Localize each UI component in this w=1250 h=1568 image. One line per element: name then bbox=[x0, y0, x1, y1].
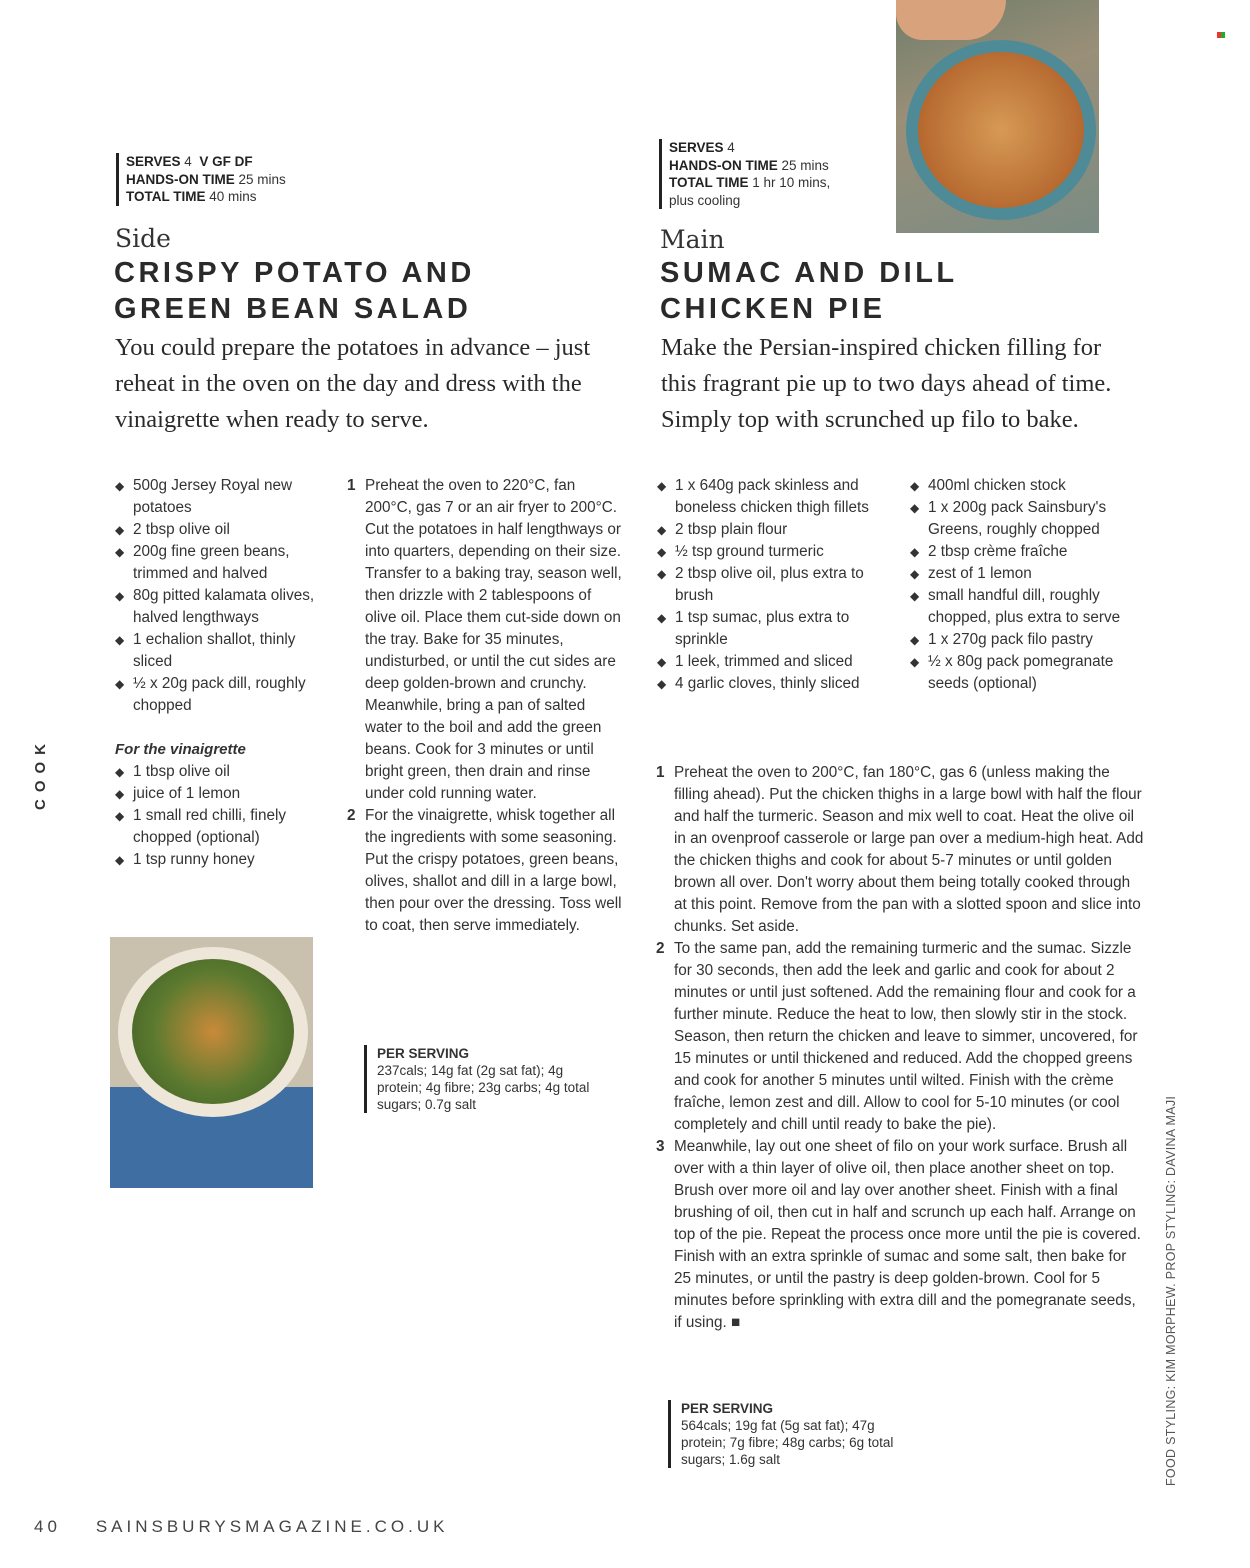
diamond-bullet-icon: ◆ bbox=[115, 765, 125, 779]
ingredient-item bbox=[910, 497, 1145, 541]
ingredient-item bbox=[115, 541, 330, 585]
ingredient-item bbox=[657, 475, 897, 519]
diamond-bullet-icon: ◆ bbox=[657, 567, 667, 581]
ingredient-item bbox=[115, 629, 330, 673]
ingredient-item bbox=[910, 563, 1145, 585]
diamond-bullet-icon: ◆ bbox=[657, 545, 667, 559]
ingredient-item bbox=[115, 585, 330, 629]
diamond-bullet-icon: ◆ bbox=[910, 633, 920, 647]
step-number: 2 bbox=[656, 940, 665, 957]
diamond-bullet-icon: ◆ bbox=[115, 479, 125, 493]
side-method bbox=[347, 475, 622, 937]
total-extra: plus cooling bbox=[669, 192, 741, 208]
hands-on-value: 25 mins bbox=[238, 171, 286, 187]
ingredient-item bbox=[115, 849, 330, 871]
vinaigrette-heading: For the vinaigrette bbox=[115, 741, 246, 758]
ingredient-text: 1 x 270g pack filo pastry bbox=[928, 631, 1093, 648]
diamond-bullet-icon: ◆ bbox=[657, 655, 667, 669]
step-number: 1 bbox=[347, 477, 356, 494]
total-label: TOTAL TIME bbox=[669, 175, 749, 190]
main-title bbox=[660, 255, 958, 327]
diamond-bullet-icon: ◆ bbox=[115, 809, 125, 823]
serves-value: 4 bbox=[727, 140, 735, 155]
side-category: Side bbox=[115, 224, 171, 253]
hands-on-label: HANDS-ON TIME bbox=[669, 157, 778, 173]
main-recipe-meta bbox=[659, 139, 830, 209]
ingredient-item bbox=[115, 673, 330, 717]
footer bbox=[34, 1517, 448, 1537]
ingredient-text: 80g pitted kalamata olives, halved lengthways bbox=[133, 587, 315, 626]
step-text: For the vinaigrette, whisk together all the ingredients with some seasoning. Put the crispy potatoes, green beans, olives, shallot and dill in a large bowl, then pour over the dressing. Toss well to coat, then serve immediately. bbox=[365, 807, 622, 934]
ingredient-item bbox=[657, 541, 897, 563]
per-serving-text: 237cals; 14g fat (2g sat fat); 4g protein; 4g fibre; 23g carbs; 4g total sugars; 0.7g salt bbox=[377, 1063, 590, 1112]
logo-mark bbox=[1217, 32, 1225, 38]
ingredient-text: 1 tsp runny honey bbox=[133, 851, 255, 868]
ingredient-item bbox=[657, 651, 897, 673]
serves-value: 4 bbox=[184, 154, 192, 169]
diamond-bullet-icon: ◆ bbox=[910, 545, 920, 559]
side-ingredients bbox=[115, 475, 330, 871]
ingredient-item bbox=[115, 805, 330, 849]
ingredient-item bbox=[657, 519, 897, 541]
diamond-bullet-icon: ◆ bbox=[910, 501, 920, 515]
serves-label: SERVES bbox=[669, 140, 724, 155]
diamond-bullet-icon: ◆ bbox=[910, 567, 920, 581]
diet-tags: V GF DF bbox=[199, 154, 253, 169]
diamond-bullet-icon: ◆ bbox=[657, 677, 667, 691]
diamond-bullet-icon: ◆ bbox=[657, 611, 667, 625]
ingredient-item bbox=[910, 475, 1145, 497]
ingredient-item bbox=[910, 651, 1145, 695]
method-step bbox=[347, 475, 622, 805]
diamond-bullet-icon: ◆ bbox=[657, 523, 667, 537]
ingredient-item bbox=[657, 563, 897, 607]
main-ingredients-b bbox=[910, 475, 1145, 695]
diamond-bullet-icon: ◆ bbox=[115, 589, 125, 603]
ingredient-text: 1 tsp sumac, plus extra to sprinkle bbox=[675, 609, 850, 648]
ingredient-item bbox=[910, 585, 1145, 629]
total-value: 1 hr 10 mins, bbox=[752, 175, 831, 190]
title-line: GREEN BEAN SALAD bbox=[114, 293, 472, 325]
hands-on-value: 25 mins bbox=[781, 157, 829, 173]
ingredient-text: 1 echalion shallot, thinly sliced bbox=[133, 631, 296, 670]
ingredient-text: 1 x 640g pack skinless and boneless chicken thigh fillets bbox=[675, 477, 869, 516]
serves-label: SERVES bbox=[126, 154, 181, 169]
diamond-bullet-icon: ◆ bbox=[115, 853, 125, 867]
step-number: 2 bbox=[347, 807, 356, 824]
diamond-bullet-icon: ◆ bbox=[115, 633, 125, 647]
per-serving-text: 564cals; 19g fat (5g sat fat); 47g protein; 7g fibre; 48g carbs; 6g total sugars; 1.6g salt bbox=[681, 1418, 894, 1467]
ingredient-text: ½ x 80g pack pomegranate seeds (optional) bbox=[928, 653, 1114, 692]
title-line: SUMAC AND DILL bbox=[660, 257, 958, 289]
diamond-bullet-icon: ◆ bbox=[910, 589, 920, 603]
method-step bbox=[656, 1136, 1146, 1334]
potato-salad-photo bbox=[110, 937, 313, 1188]
side-per-serving bbox=[364, 1045, 604, 1113]
ingredient-text: 1 tbsp olive oil bbox=[133, 763, 230, 780]
ingredient-text: 400ml chicken stock bbox=[928, 477, 1066, 494]
ingredient-text: small handful dill, roughly chopped, plus extra to serve bbox=[928, 587, 1121, 626]
ingredient-item bbox=[115, 519, 330, 541]
diamond-bullet-icon: ◆ bbox=[115, 545, 125, 559]
diamond-bullet-icon: ◆ bbox=[910, 479, 920, 493]
method-step bbox=[347, 805, 622, 937]
step-text: Meanwhile, lay out one sheet of filo on your work surface. Brush all over with a thin layer of olive oil, then place another sheet on top. Brush over more oil and lay over another sheet. Finish with a final brushing of oil, then cut in half and scrunch up each half. Arrange on top of the pie. Repeat the process once more until the pie is covered. Finish with an extra sprinkle of sumac and some salt, then bake for 25 minutes, or until the pastry is deep golden-brown. Cool for 5 minutes before sprinkling with extra dill and the pomegranate seeds, if using. bbox=[674, 1138, 1141, 1331]
per-serving-label: PER SERVING bbox=[377, 1046, 470, 1061]
diamond-bullet-icon: ◆ bbox=[910, 655, 920, 669]
side-recipe-meta bbox=[116, 153, 286, 206]
step-text: To the same pan, add the remaining turmeric and the sumac. Sizzle for 30 seconds, then add the leek and garlic and cook for about 2 minutes or until just softened. Add the remaining flour and cook for a further minute. Reduce the heat to low, then slowly stir in the stock. Season, then return the chicken and leave to simmer, uncovered, for 15 minutes or until thickened and reduced. Add the chopped greens and cook for another 5 minutes until wilted. Finish with the crème fraîche, lemon zest and dill. Allow to cool for 5-10 minutes (or cool completely and chill until ready to bake the pie). bbox=[674, 940, 1138, 1133]
side-title bbox=[114, 255, 475, 327]
ingredient-text: 2 tbsp olive oil bbox=[133, 521, 230, 538]
diamond-bullet-icon: ◆ bbox=[115, 677, 125, 691]
ingredient-text: ½ x 20g pack dill, roughly chopped bbox=[133, 675, 306, 714]
ingredient-text: 2 tbsp crème fraîche bbox=[928, 543, 1068, 560]
step-number: 1 bbox=[656, 764, 665, 781]
ingredient-text: juice of 1 lemon bbox=[133, 785, 241, 802]
main-per-serving bbox=[668, 1400, 898, 1468]
ingredient-item bbox=[910, 541, 1145, 563]
end-mark-icon: ■ bbox=[726, 1314, 741, 1331]
diamond-bullet-icon: ◆ bbox=[657, 479, 667, 493]
ingredient-text: ½ tsp ground turmeric bbox=[675, 543, 824, 560]
ingredient-item bbox=[657, 607, 897, 651]
ingredient-text: 4 garlic cloves, thinly sliced bbox=[675, 675, 860, 692]
method-step bbox=[656, 762, 1146, 938]
section-tab: COOK bbox=[32, 737, 49, 810]
ingredient-text: 1 small red chilli, finely chopped (optional) bbox=[133, 807, 287, 846]
total-value: 40 mins bbox=[209, 189, 257, 204]
ingredient-text: 2 tbsp olive oil, plus extra to brush bbox=[675, 565, 864, 604]
per-serving-label: PER SERVING bbox=[681, 1401, 774, 1416]
ingredient-text: 500g Jersey Royal new potatoes bbox=[133, 477, 293, 516]
side-intro: You could prepare the potatoes in advance – just reheat in the oven on the day and dress with the vinaigrette when ready to serve. bbox=[115, 334, 591, 433]
page-number: 40 bbox=[34, 1517, 61, 1536]
title-line: CRISPY POTATO AND bbox=[114, 257, 475, 289]
ingredient-item bbox=[115, 783, 330, 805]
step-text: Preheat the oven to 220°C, fan 200°C, gas 7 or an air fryer to 200°C. Cut the potatoes in half lengthways or into quarters, depending on their size. Transfer to a baking tray, season well, then drizzle with 2 tablespoons of olive oil. Place them cut-side down on the tray. Bake for 35 minutes, undisturbed, or until the cut sides are deep golden-brown and crunchy. Meanwhile, bring a pan of salted water to the boil and add the green beans. Cook for 3 minutes or until bright green, then drain and rinse under cold running water. bbox=[365, 477, 622, 802]
diamond-bullet-icon: ◆ bbox=[115, 523, 125, 537]
ingredient-text: zest of 1 lemon bbox=[928, 565, 1032, 582]
total-label: TOTAL TIME bbox=[126, 189, 206, 204]
method-step bbox=[656, 938, 1146, 1136]
main-intro: Make the Persian-inspired chicken filling for this fragrant pie up to two days ahead of time. Simply top with scrunched up filo to bake. bbox=[661, 334, 1112, 433]
ingredient-text: 200g fine green beans, trimmed and halved bbox=[133, 543, 290, 582]
chicken-pie-photo bbox=[896, 0, 1099, 233]
diamond-bullet-icon: ◆ bbox=[115, 787, 125, 801]
site-url[interactable]: SAINSBURYSMAGAZINE.CO.UK bbox=[95, 1517, 449, 1536]
title-line: CHICKEN PIE bbox=[660, 293, 886, 325]
ingredient-item bbox=[910, 629, 1145, 651]
ingredient-text: 1 leek, trimmed and sliced bbox=[675, 653, 853, 670]
main-method bbox=[656, 762, 1146, 1334]
main-ingredients-a bbox=[657, 475, 897, 695]
ingredient-text: 1 x 200g pack Sainsbury's Greens, roughly chopped bbox=[928, 499, 1107, 538]
ingredient-item bbox=[657, 673, 897, 695]
hands-on-label: HANDS-ON TIME bbox=[126, 171, 235, 187]
step-text: Preheat the oven to 200°C, fan 180°C, gas 6 (unless making the filling ahead). Put the chicken thighs in a large bowl with half the flour and half the turmeric. Season and mix well to coat. Heat the olive oil in an ovenproof casserole or large pan over a medium-high heat. Add the chicken thighs and cook for about 5-7 minutes or until golden brown all over. Don't worry about them being totally cooked through at this point. Remove from the pan with a slotted spoon and slice into chunks. Set aside. bbox=[674, 764, 1144, 935]
ingredient-item bbox=[115, 475, 330, 519]
photo-credits: FOOD STYLING: KIM MORPHEW. PROP STYLING: DAVINA MAJI bbox=[1164, 1095, 1178, 1486]
ingredient-item bbox=[115, 761, 330, 783]
step-number: 3 bbox=[656, 1138, 665, 1155]
ingredient-text: 2 tbsp plain flour bbox=[675, 521, 788, 538]
main-category: Main bbox=[660, 225, 725, 254]
